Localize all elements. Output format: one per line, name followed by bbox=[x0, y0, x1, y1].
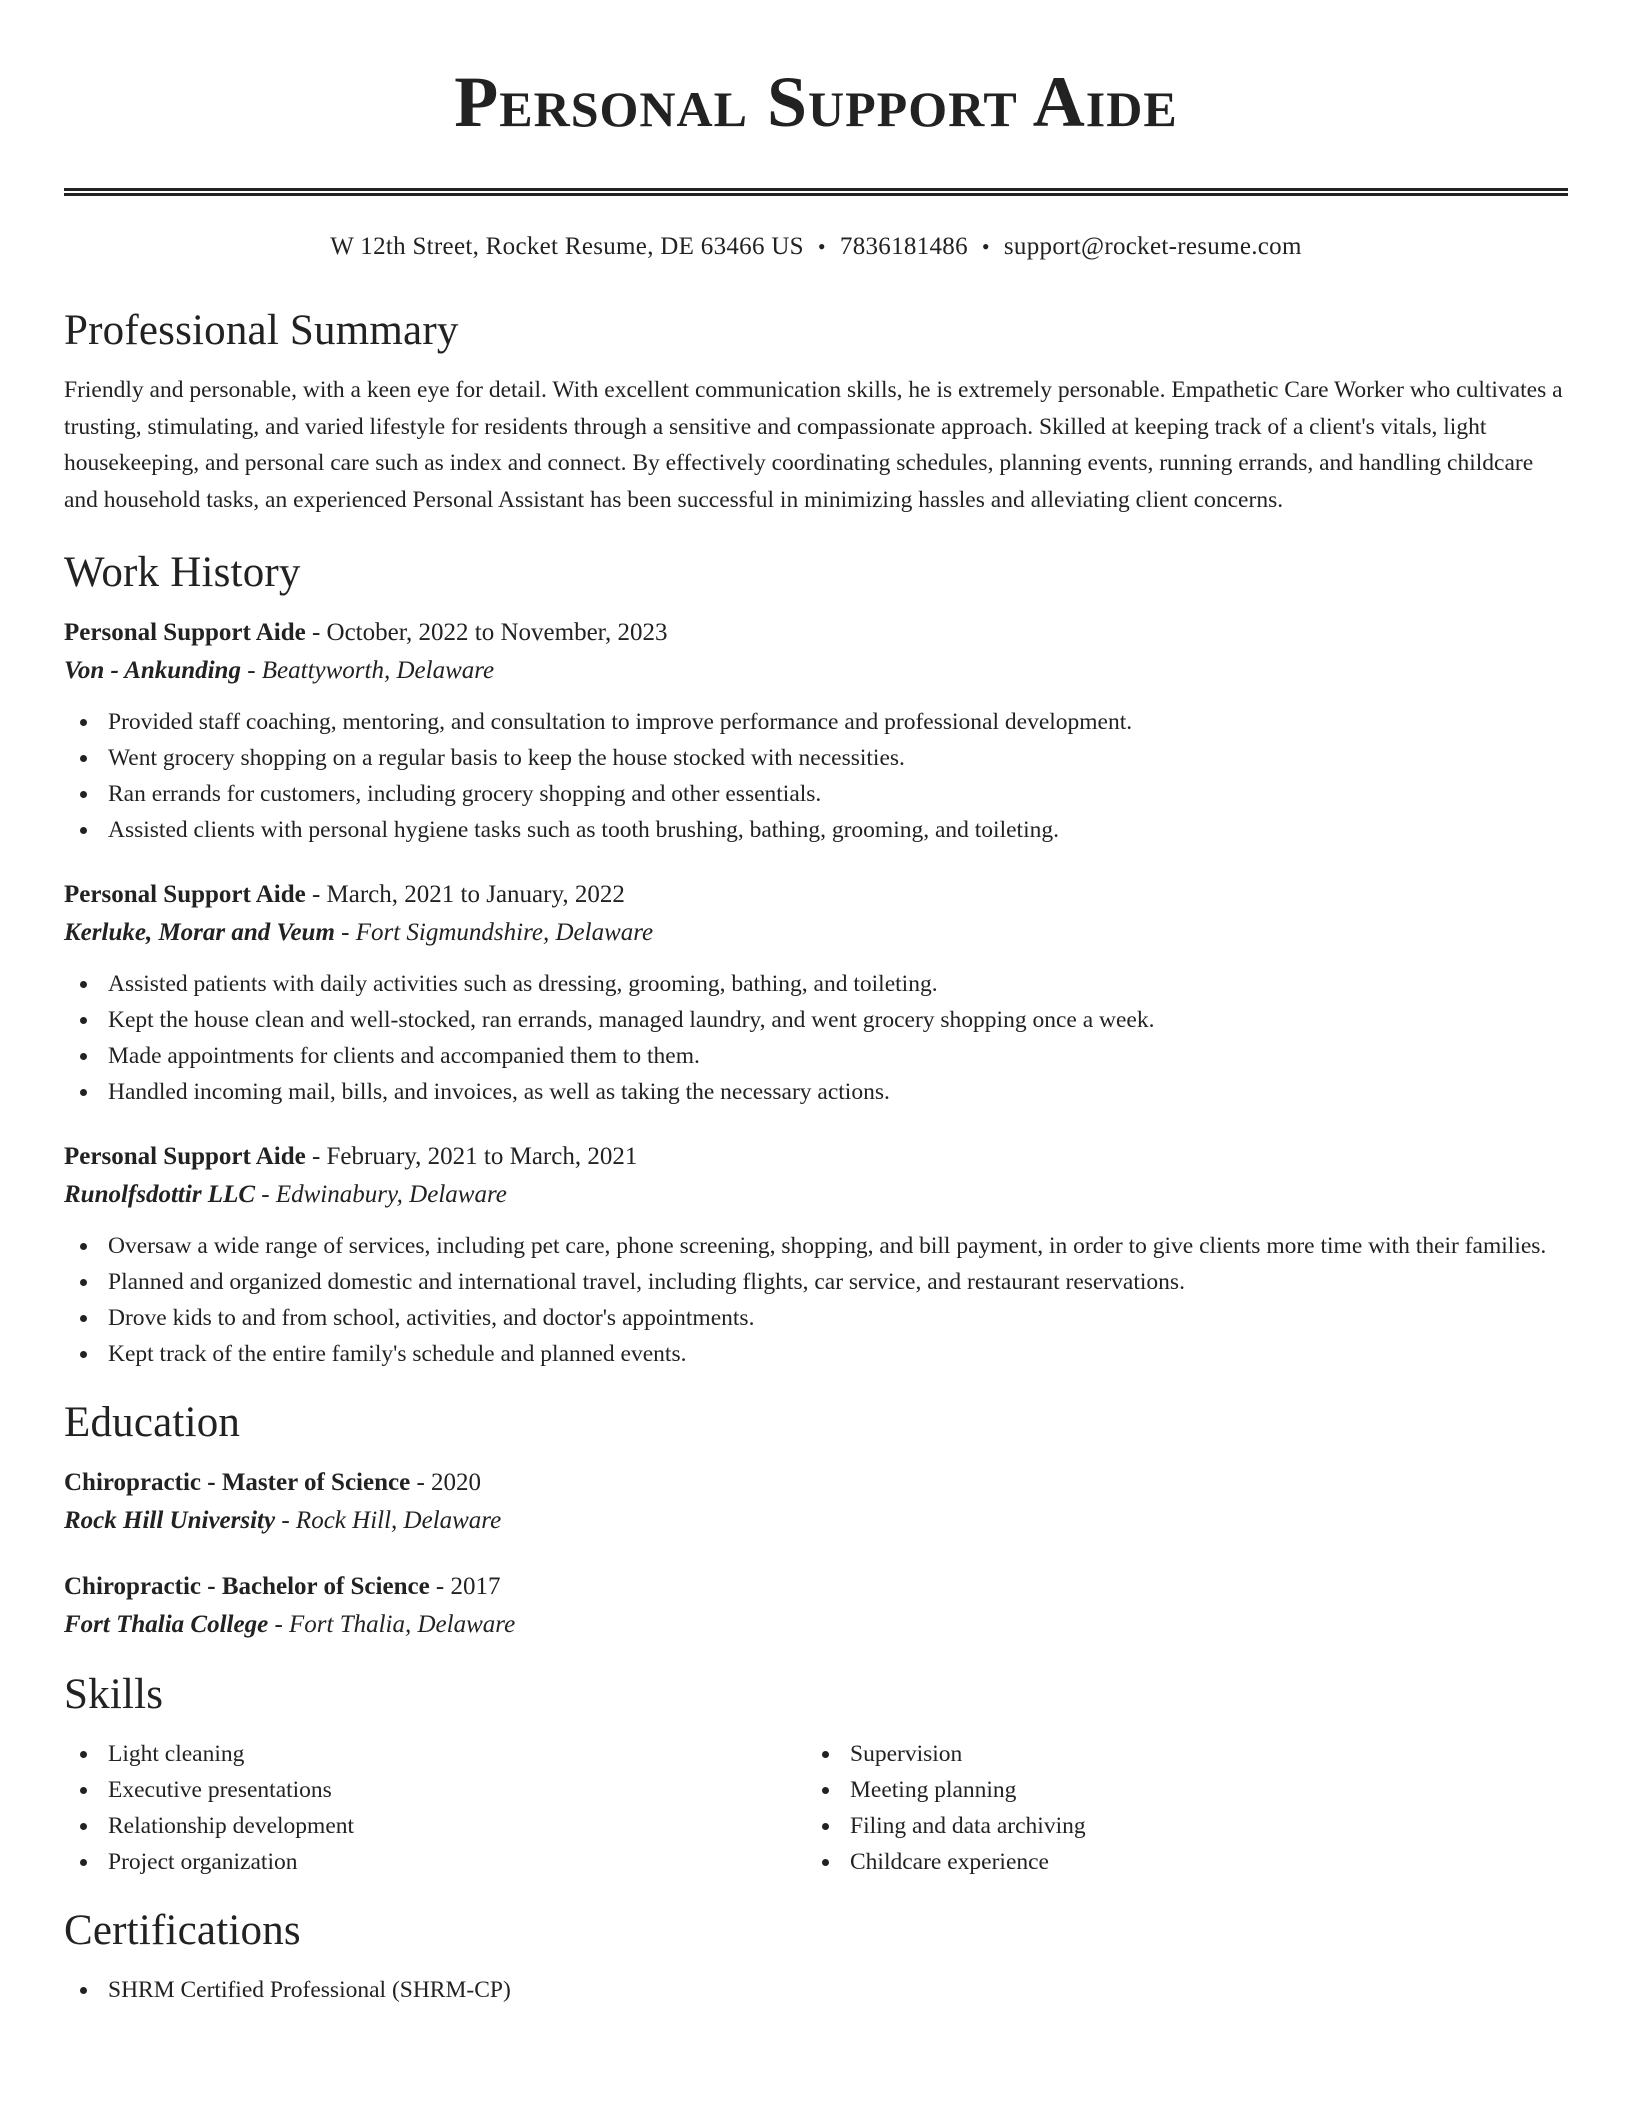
section-heading-certifications: Certifications bbox=[64, 1907, 301, 1954]
education-school-line bbox=[64, 1606, 1568, 1644]
skills-columns bbox=[64, 1736, 1568, 1880]
education-degree-line bbox=[64, 1568, 1568, 1606]
job-company-line bbox=[64, 652, 1568, 690]
job-title: Personal Support Aide bbox=[64, 1143, 306, 1170]
header-double-rule bbox=[64, 188, 1568, 196]
skill-item: Project organization bbox=[64, 1844, 806, 1880]
skills-list-left bbox=[64, 1736, 806, 1880]
contact-email: support@rocket-resume.com bbox=[1003, 233, 1302, 260]
job-company-line bbox=[64, 1176, 1568, 1214]
job-entry bbox=[64, 614, 1568, 848]
job-company: Kerluke, Morar and Veum bbox=[64, 919, 335, 946]
job-bullet: Assisted patients with daily activities such as dressing, grooming, bathing, and toileting. bbox=[64, 966, 1568, 1002]
education-school-line bbox=[64, 1502, 1568, 1540]
job-company: Runolfsdottir LLC bbox=[64, 1181, 256, 1208]
education-degree-line bbox=[64, 1464, 1568, 1502]
job-dates: - March, 2021 to January, 2022 bbox=[305, 881, 625, 908]
certifications-list bbox=[64, 1972, 1568, 2008]
skill-item: Filing and data archiving bbox=[806, 1808, 1548, 1844]
skill-item: Executive presentations bbox=[64, 1772, 806, 1808]
education-year: - 2020 bbox=[410, 1469, 482, 1496]
job-location: - Fort Sigmundshire, Delaware bbox=[334, 919, 654, 946]
job-bullet: Drove kids to and from school, activities, and doctor's appointments. bbox=[64, 1300, 1568, 1336]
job-bullet-list bbox=[64, 966, 1568, 1110]
job-entry bbox=[64, 1138, 1568, 1372]
education-location: - Fort Thalia, Delaware bbox=[268, 1611, 516, 1638]
job-dates: - February, 2021 to March, 2021 bbox=[305, 1143, 638, 1170]
job-bullet: Oversaw a wide range of services, including pet care, phone screening, shopping, and bill payment, in order to give clients more time with their families. bbox=[64, 1228, 1568, 1264]
contact-line bbox=[64, 232, 1568, 262]
education-school: Fort Thalia College bbox=[64, 1611, 269, 1638]
contact-address: W 12th Street, Rocket Resume, DE 63466 US bbox=[330, 233, 804, 260]
education-degree: Chiropractic - Bachelor of Science bbox=[64, 1573, 430, 1600]
contact-separator: • bbox=[817, 234, 826, 259]
job-bullet: Handled incoming mail, bills, and invoices, as well as taking the necessary actions. bbox=[64, 1074, 1568, 1110]
education-entry bbox=[64, 1568, 1568, 1644]
job-company: Von - Ankunding bbox=[64, 657, 241, 684]
job-title-line bbox=[64, 876, 1568, 914]
job-company-line bbox=[64, 914, 1568, 952]
job-bullet-list bbox=[64, 704, 1568, 848]
job-bullet-list bbox=[64, 1228, 1568, 1372]
education-degree: Chiropractic - Master of Science bbox=[64, 1469, 411, 1496]
job-bullet: Kept the house clean and well-stocked, ran errands, managed laundry, and went grocery shopping once a week. bbox=[64, 1002, 1568, 1038]
job-bullet: Made appointments for clients and accompanied them to them. bbox=[64, 1038, 1568, 1074]
skill-item: Childcare experience bbox=[806, 1844, 1548, 1880]
skills-list-right bbox=[806, 1736, 1548, 1880]
job-bullet: Went grocery shopping on a regular basis to keep the house stocked with necessities. bbox=[64, 740, 1568, 776]
job-bullet: Planned and organized domestic and international travel, including flights, car service, and restaurant reservations. bbox=[64, 1264, 1568, 1300]
job-title: Personal Support Aide bbox=[64, 619, 306, 646]
education-school: Rock Hill University bbox=[64, 1507, 276, 1534]
certification-item: SHRM Certified Professional (SHRM-CP) bbox=[64, 1972, 1568, 2008]
contact-separator: • bbox=[981, 234, 990, 259]
job-title-line bbox=[64, 1138, 1568, 1176]
skill-item: Supervision bbox=[806, 1736, 1548, 1772]
job-entry bbox=[64, 876, 1568, 1110]
section-heading-skills: Skills bbox=[64, 1671, 164, 1718]
job-dates: - October, 2022 to November, 2023 bbox=[305, 619, 668, 646]
summary-text: Friendly and personable, with a keen eye for detail. With excellent communication skills, he is extremely personable. Empathetic Care Worker who cultivates a trusting, stimulating, and varied lifestyle for residents through a sensitive and compassionate approach. Skilled at keeping track of a client's vitals, light housekeeping, and personal care such as index and connect. By effectively coordinating schedules, planning events, running errands, and handling childcare and household tasks, an experienced Personal Assistant has been successful in minimizing hassles and alleviating client concerns. bbox=[64, 377, 1563, 513]
skill-item: Meeting planning bbox=[806, 1772, 1548, 1808]
job-location: - Edwinabury, Delaware bbox=[255, 1181, 507, 1208]
section-heading-education: Education bbox=[64, 1399, 241, 1446]
education-entry bbox=[64, 1464, 1568, 1540]
job-bullet: Assisted clients with personal hygiene tasks such as tooth brushing, bathing, grooming, and toileting. bbox=[64, 812, 1568, 848]
job-location: - Beattyworth, Delaware bbox=[240, 657, 495, 684]
skill-item: Relationship development bbox=[64, 1808, 806, 1844]
section-heading-summary: Professional Summary bbox=[64, 307, 459, 354]
section-heading-work-history: Work History bbox=[64, 549, 301, 596]
job-title-line bbox=[64, 614, 1568, 652]
candidate-name: Personal Support Aide bbox=[454, 62, 1178, 142]
job-title: Personal Support Aide bbox=[64, 881, 306, 908]
education-year: - 2017 bbox=[429, 1573, 501, 1600]
job-bullet: Provided staff coaching, mentoring, and consultation to improve performance and professional development. bbox=[64, 704, 1568, 740]
job-bullet: Ran errands for customers, including grocery shopping and other essentials. bbox=[64, 776, 1568, 812]
contact-phone: 7836181486 bbox=[839, 233, 968, 260]
job-bullet: Kept track of the entire family's schedule and planned events. bbox=[64, 1336, 1568, 1372]
education-location: - Rock Hill, Delaware bbox=[275, 1507, 502, 1534]
skill-item: Light cleaning bbox=[64, 1736, 806, 1772]
